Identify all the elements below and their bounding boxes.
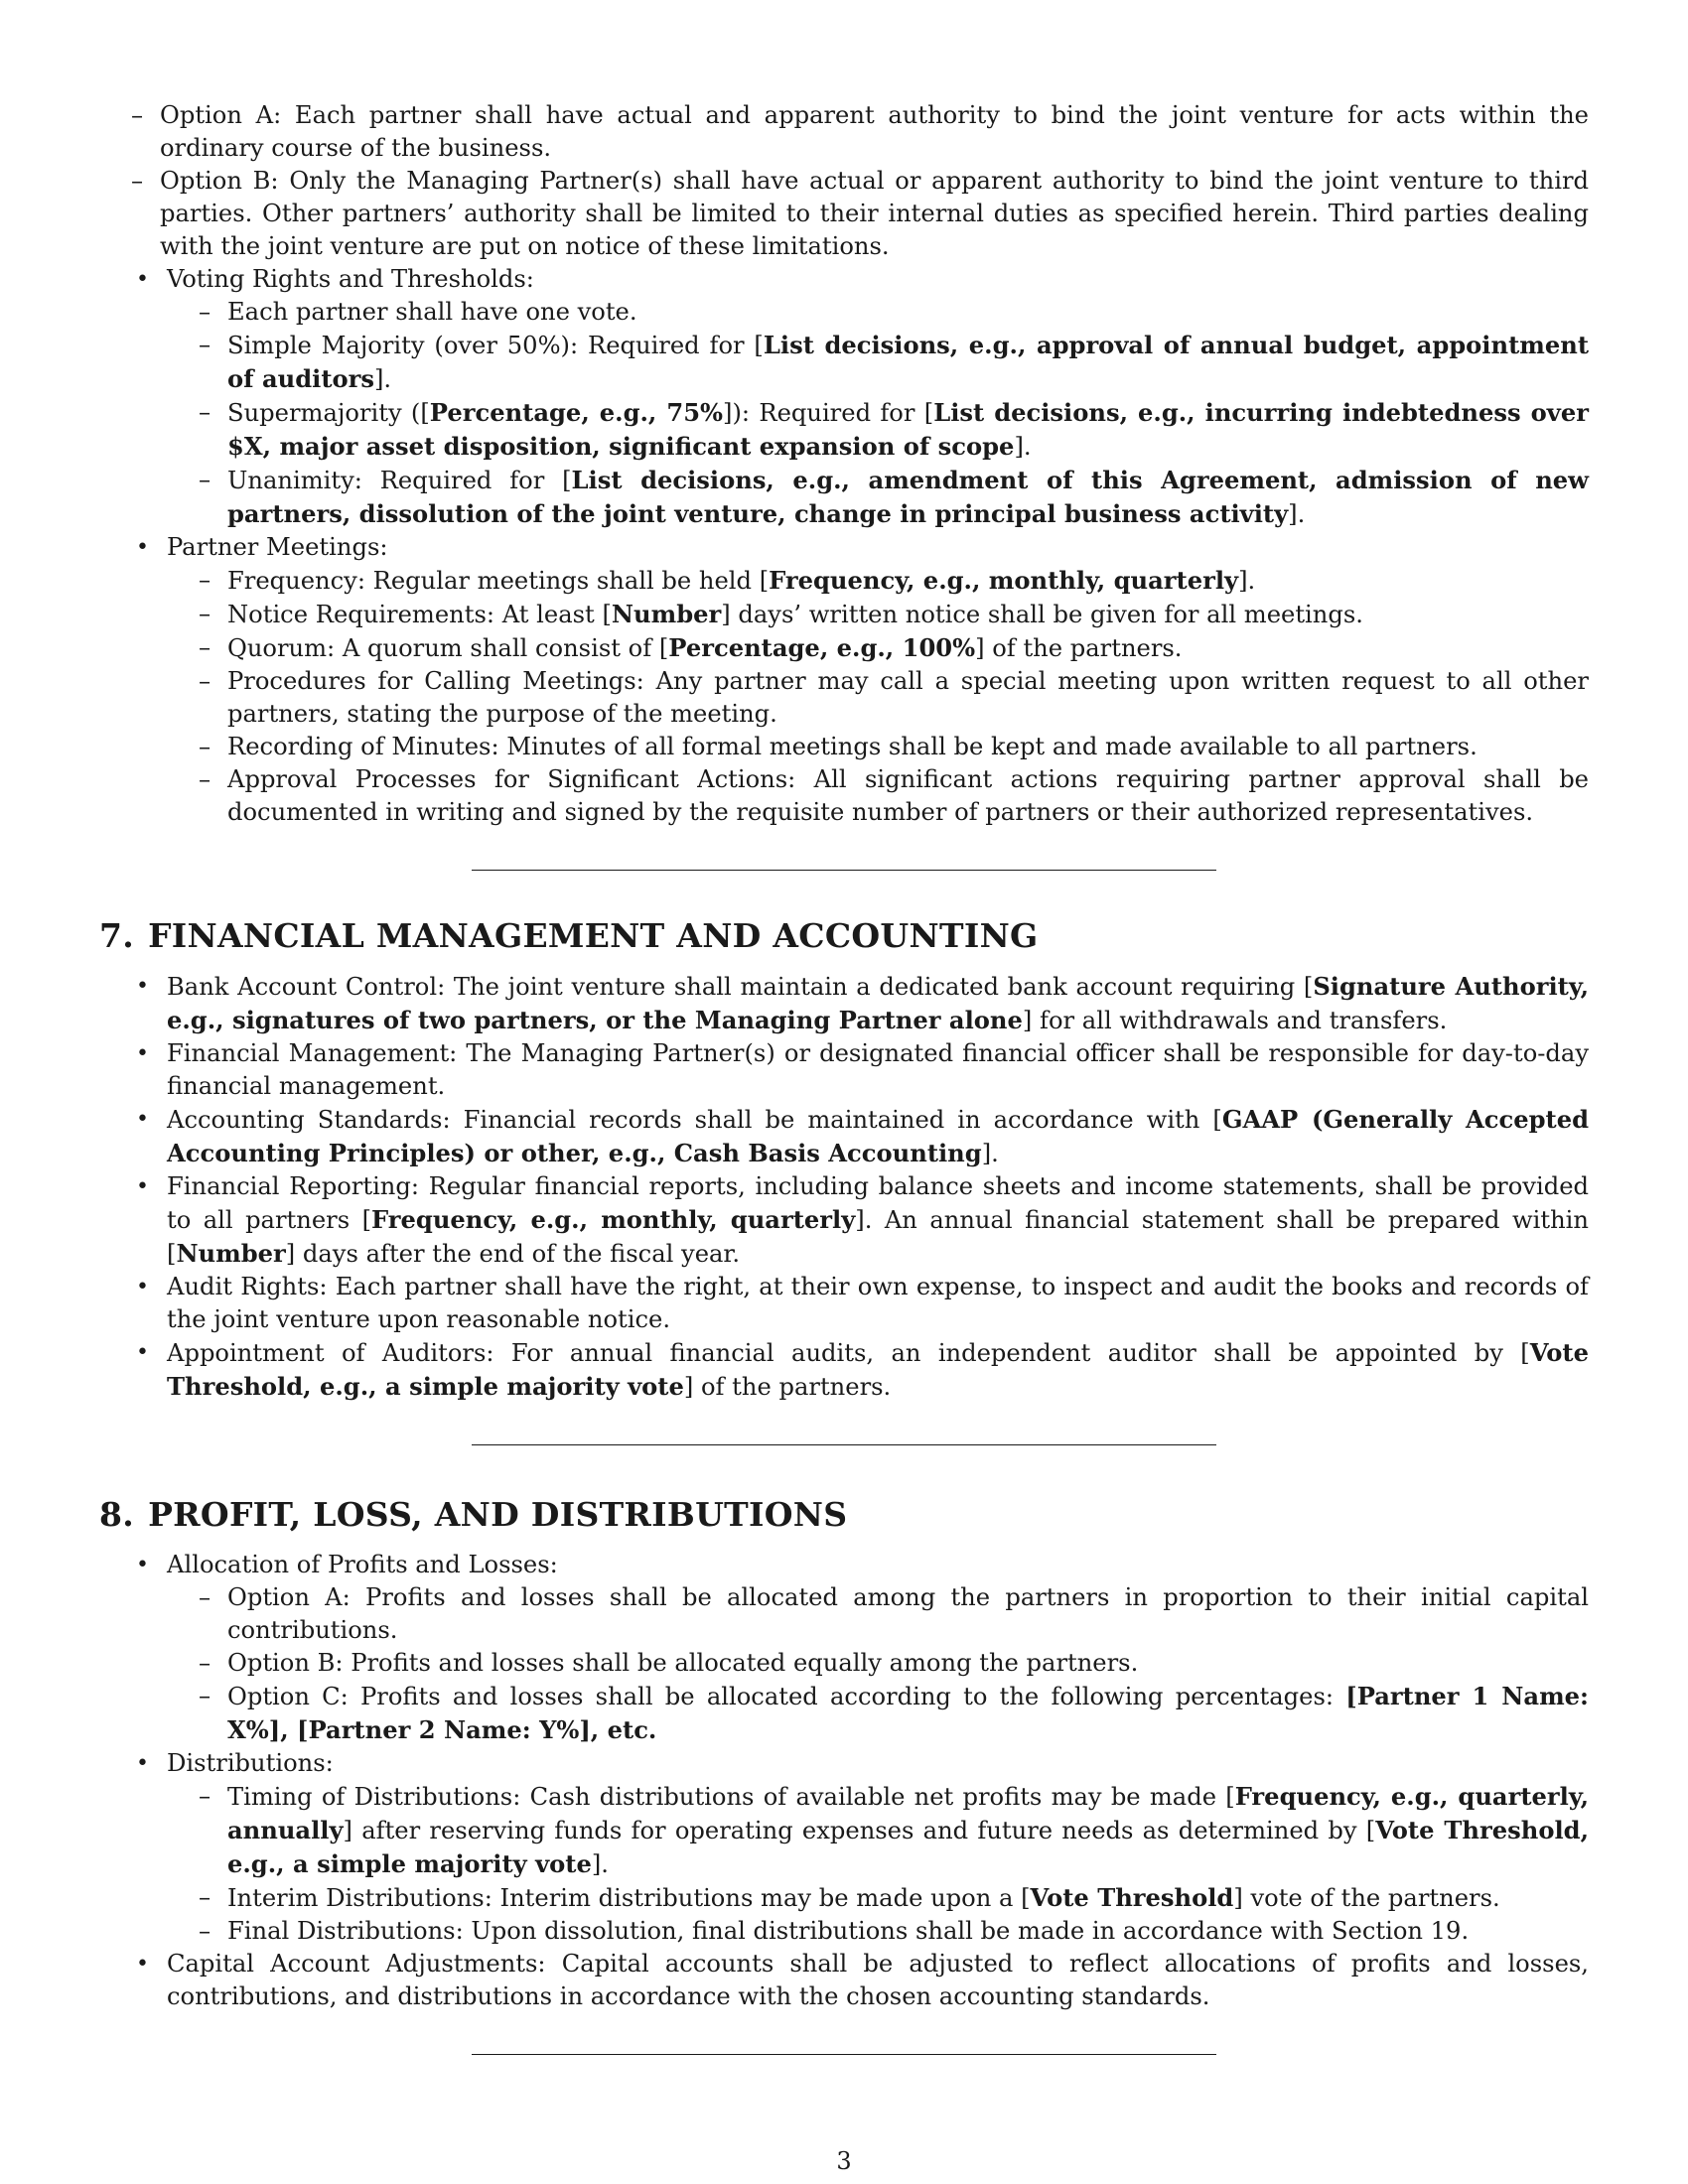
allocation-option-c: – Option C: Profits and losses shall be allocated according to the following percentages: [Partner 1 Name: X%], [Partner 2 Name: Y%], etc. — [167, 1680, 1589, 1747]
authority-options-list — [99, 99, 1589, 263]
minutes-item: – Recording of Minutes: Minutes of all formal meetings shall be kept and made available to all partners. — [167, 731, 1589, 763]
quorum-item: – Quorum: A quorum shall consist of [Percentage, e.g., 100%] of the partners. — [167, 631, 1589, 665]
partner-meetings-sublist — [167, 564, 1589, 829]
section-divider — [472, 2054, 1216, 2055]
authority-option-a: – Option A: Each partner shall have actual and apparent authority to bind the joint venture for acts within the ordinary course of the business. — [99, 99, 1589, 165]
authority-option-b: – Option B: Only the Managing Partner(s) shall have actual or apparent authority to bind the joint venture to third parties. Other partners’ authority shall be limited to their internal duties as specified herein. Third parties dealing with the joint venture are put on notice of these limitations. — [99, 165, 1589, 263]
partner-meetings-item: • Partner Meetings: – Frequency: Regular meetings shall be held [Frequency, e.g., monthly, quarterly]. – Notice Requirements: At least [Number] days’ written notice shall be given for all meetings. – Quorum: A quorum shall consist of [Percentage, e.g., 100%] of the partners. – Procedures for Calling Meetings: Any partner may call a special meeting upon written request to all other partners, stating the purpose of the meeting. – Recording of Minutes: Minutes of all formal meetings shall be kept and made available to all partners. – Approval Processes for Significant Actions: All significant actions requiring partner approval shall be documented in writing and signed by the requisite number of partners or their authorized representatives. — [99, 531, 1589, 829]
timing-distributions-item: – Timing of Distributions: Cash distributions of available net profits may be made [Frequency, e.g., quarterly, annually] after reserving funds for operating expenses and future needs as determined by [Vote Threshold, e.g., a simple majority vote]. — [167, 1780, 1589, 1881]
governance-list — [99, 263, 1589, 829]
section-divider — [472, 870, 1216, 871]
page-content — [99, 99, 1589, 2055]
supermajority-item: – Supermajority ([Percentage, e.g., 75%]): Required for [List decisions, e.g., incurring indebtedness over $X, major asset disposition, significant expansion of scope]. — [167, 396, 1589, 464]
meeting-frequency-item: – Frequency: Regular meetings shall be held [Frequency, e.g., monthly, quarterly]. — [167, 564, 1589, 598]
audit-rights-item: • Audit Rights: Each partner shall have the right, at their own expense, to inspect and audit the books and records of the joint venture upon reasonable notice. — [99, 1271, 1589, 1336]
financial-reporting-item: • Financial Reporting: Regular financial reports, including balance sheets and income statements, shall be provided to all partners [Frequency, e.g., monthly, quarterly]. An annual financial statement shall be prepared within [Number] days after the end of the fiscal year. — [99, 1170, 1589, 1271]
capital-account-adjustments-item: • Capital Account Adjustments: Capital accounts shall be adjusted to reflect allocations of profits and losses, contributions, and distributions in accordance with the chosen accounting standards. — [99, 1948, 1589, 2013]
notice-requirements-item: – Notice Requirements: At least [Number] days’ written notice shall be given for all meetings. — [167, 598, 1589, 631]
allocation-sublist — [167, 1581, 1589, 1747]
allocation-option-b: – Option B: Profits and losses shall be allocated equally among the partners. — [167, 1647, 1589, 1680]
distributions-item: • Distributions: – Timing of Distributions: Cash distributions of available net profits may be made [Frequency, e.g., quarterly, annually] after reserving funds for operating expenses and future needs as determined by [Vote Threshold, e.g., a simple majority vote]. – Interim Distributions: Interim distributions may be made upon a [Vote Threshold] vote of the partners. – Final Distributions: Upon dissolution, final distributions shall be made in accordance with Section 19. — [99, 1747, 1589, 1948]
section-8-list — [99, 1549, 1589, 2013]
section-7-list — [99, 970, 1589, 1404]
page-number: 3 — [836, 2147, 852, 2175]
voting-rights-sublist — [167, 296, 1589, 531]
section-7-heading: 7. FINANCIAL MANAGEMENT AND ACCOUNTING — [99, 916, 1039, 955]
allocation-item: • Allocation of Profits and Losses: – Option A: Profits and losses shall be allocated among the partners in proportion to their initial capital contributions. – Option B: Profits and losses shall be allocated equally among the partners. – Option C: Profits and losses shall be allocated according to the following percentages: [Partner 1 Name: X%], [Partner 2 Name: Y%], etc. — [99, 1549, 1589, 1747]
one-vote-item: – Each partner shall have one vote. — [167, 296, 1589, 329]
approval-processes-item: – Approval Processes for Significant Actions: All significant actions requiring partner approval shall be documented in writing and signed by the requisite number of partners or their authorized representatives. — [167, 763, 1589, 829]
section-8-heading: 8. PROFIT, LOSS, AND DISTRIBUTIONS — [99, 1495, 848, 1534]
appointment-of-auditors-item: • Appointment of Auditors: For annual financial audits, an independent auditor shall be appointed by [Vote Threshold, e.g., a simple majority vote] of the partners. — [99, 1336, 1589, 1404]
distributions-sublist — [167, 1780, 1589, 1948]
interim-distributions-item: – Interim Distributions: Interim distributions may be made upon a [Vote Threshold] vote of the partners. — [167, 1881, 1589, 1915]
financial-management-item: • Financial Management: The Managing Partner(s) or designated financial officer shall be responsible for day-to-day financial management. — [99, 1037, 1589, 1103]
bank-account-control-item: • Bank Account Control: The joint venture shall maintain a dedicated bank account requiring [Signature Authority, e.g., signatures of two partners, or the Managing Partner alone] for all withdrawals and transfers. — [99, 970, 1589, 1037]
simple-majority-item: – Simple Majority (over 50%): Required for [List decisions, e.g., approval of annual budget, appointment of auditors]. — [167, 329, 1589, 396]
unanimity-item: – Unanimity: Required for [List decisions, e.g., amendment of this Agreement, admission of new partners, dissolution of the joint venture, change in principal business activity]. — [167, 464, 1589, 531]
voting-rights-item: • Voting Rights and Thresholds: – Each partner shall have one vote. – Simple Majority (over 50%): Required for [List decisions, e.g., approval of annual budget, appointment of auditors]. – Supermajority ([Percentage, e.g., 75%]): Required for [List decisions, e.g., incurring indebtedness over $X, major asset disposition, significant expansion of scope]. – Unanimity: Required for [List decisions, e.g., amendment of this Agreement, admission of new partners, dissolution of the joint venture, change in principal business activity]. — [99, 263, 1589, 531]
accounting-standards-item: • Accounting Standards: Financial records shall be maintained in accordance with [GAAP (Generally Accepted Accounting Principles) or other, e.g., Cash Basis Accounting]. — [99, 1103, 1589, 1170]
allocation-option-a: – Option A: Profits and losses shall be allocated among the partners in proportion to their initial capital contributions. — [167, 1581, 1589, 1647]
calling-meetings-item: – Procedures for Calling Meetings: Any partner may call a special meeting upon written request to all other partners, stating the purpose of the meeting. — [167, 665, 1589, 731]
section-divider — [472, 1444, 1216, 1445]
final-distributions-item: – Final Distributions: Upon dissolution, final distributions shall be made in accordance with Section 19. — [167, 1915, 1589, 1948]
